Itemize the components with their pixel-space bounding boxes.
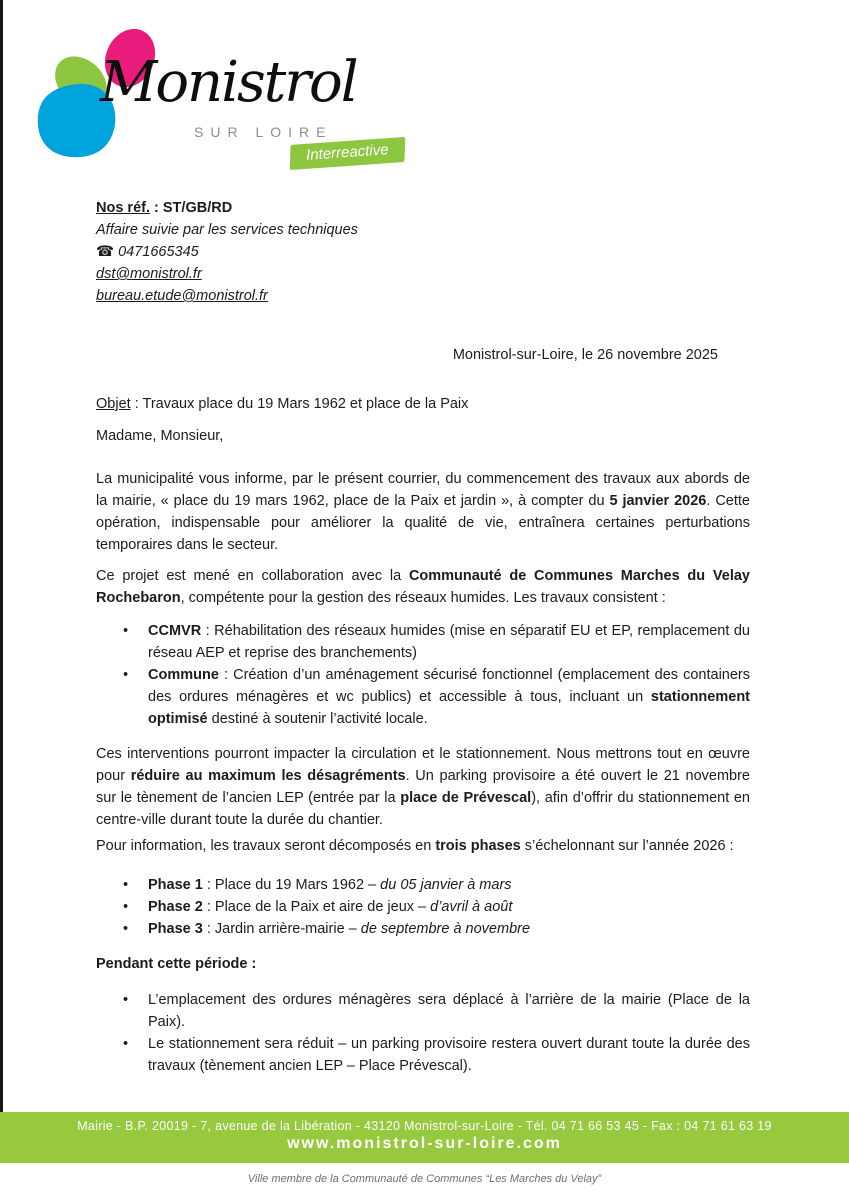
letter-content [0,197,849,1077]
case-handler-line: Affaire suivie par les services techniques [96,222,358,238]
paragraph-phases-intro: Pour information, les travaux seront décomposés en trois phases s’échelonnant sur l’année 2026 : [96,838,734,854]
email-line-bureau [96,285,750,307]
subject-line [96,393,750,415]
period-heading: Pendant cette période : [96,956,257,972]
subject-label: Objet [96,396,131,412]
reference-line [96,197,750,219]
logo-tagline: Interreactive [305,141,390,164]
footer-membership: Ville membre de la Communauté de Communes “Les Marches du Velay” [247,1173,602,1185]
subject-text: : Travaux place du 19 Mars 1962 et place de la Paix [130,396,469,412]
reference-label: Nos réf. [96,200,150,216]
logo-subtitle: SUR LOIRE [194,124,333,140]
phone-number: 0471665345 [118,244,199,260]
list-item-ccmvr: • CCMVR : Réhabilitation des réseaux humides (mise en séparatif EU et EP, remplacement du réseau AEP et reprise des branchements) [96,620,750,664]
dateline: Monistrol-sur-Loire, le 26 novembre 2025 [452,347,718,363]
logo-wordmark: Monistrol [100,50,357,115]
paragraph-parking: Ces interventions pourront impacter la circulation et le stationnement. Nous mettrons tout en œuvre pour réduire au maximum les désagréments. Un parking provisoire a été ouvert le 21 novembre sur le tènement de l’ancien LEP (entrée par la place de Prévescal), afin d’offrir du stationnement en centre-ville durant toute la durée du chantier. [96,746,750,828]
footer-website-link[interactable]: www.monistrol-sur-loire.com [287,1135,562,1152]
list-item-ordures: • L’emplacement des ordures ménagères sera déplacé à l’arrière de la mairie (Place de la Paix). [96,989,750,1033]
list-item-commune: • Commune : Création d’un aménagement sécurisé fonctionnel (emplacement des containers des ordures ménagères et wc publics) et accessible à tous, incluant un stationnement optimisé destiné à soutenir l’activité locale. [96,664,750,730]
monistrol-logo [0,0,849,175]
reference-number: : ST/GB/RD [150,200,233,216]
list-item-phase-1: • Phase 1 : Place du 19 Mars 1962 – du 05 janvier à mars [96,874,750,896]
email-dst-link[interactable]: dst@monistrol.fr [96,266,202,282]
salutation: Madame, Monsieur, [96,428,224,444]
reference-block [96,197,750,307]
phases-list [96,874,750,940]
paragraph-works-announcement: La municipalité vous informe, par le présent courrier, du commencement des travaux aux abords de la mairie, « place du 19 mars 1962, place de la Paix et jardin », à compter du 5 janvier 2026. Cette opération, indispensable pour améliorer la qualité de vie, entraînera certaines perturbations temporaires dans le secteur. [96,471,750,553]
list-item-phase-3: • Phase 3 : Jardin arrière-mairie – de septembre à novembre [96,918,750,940]
email-bureau-link[interactable]: bureau.etude@monistrol.fr [96,288,268,304]
phone-line [96,241,750,263]
list-item-phase-2: • Phase 2 : Place de la Paix et aire de jeux – d’avril à août [96,896,750,918]
works-list [96,620,750,730]
logo-tagline-ribbon [290,137,405,170]
footer-band [0,1112,849,1163]
footer-address: Mairie - B.P. 20019 - 7, avenue de la Libération - 43120 Monistrol-sur-Loire - Tél. 04 71 66 53 45 - Fax : 04 71 61 63 19 [77,1119,772,1133]
list-item-stationnement: • Le stationnement sera réduit – un parking provisoire restera ouvert durant toute la durée des travaux (tènement ancien LEP – Place Prévescal). [96,1033,750,1077]
paragraph-collaboration: Ce projet est mené en collaboration avec la Communauté de Communes Marches du Velay Rochebaron, compétente pour la gestion des réseaux humides. Les travaux consistent : [96,568,750,606]
email-line-dst [96,263,750,285]
period-list [96,989,750,1077]
phone-icon: ☎ [96,244,115,260]
